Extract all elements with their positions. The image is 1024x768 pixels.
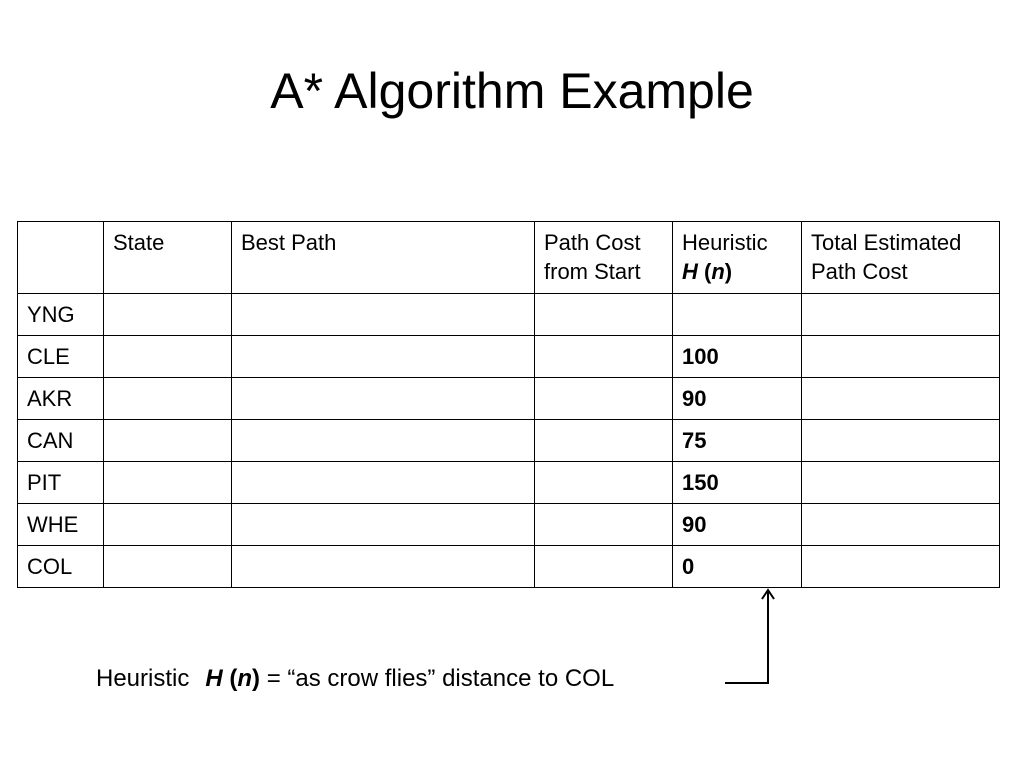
- heuristic-note: [96, 665, 614, 693]
- best-path-cell: [232, 462, 535, 504]
- note-suffix: = “as crow flies” distance to COL: [260, 665, 615, 692]
- best-path-cell: [232, 336, 535, 378]
- header-heuristic-close: ): [724, 259, 733, 284]
- path-cost-cell: [535, 504, 673, 546]
- state-cell: [104, 294, 232, 336]
- header-total-line1: Total Estimated: [811, 230, 962, 255]
- path-cost-cell: [535, 462, 673, 504]
- city-cell: COL: [18, 546, 104, 588]
- total-cost-cell: [802, 420, 1000, 462]
- city-cell: CAN: [18, 420, 104, 462]
- heuristic-cell: 90: [673, 504, 802, 546]
- heuristic-cell: 150: [673, 462, 802, 504]
- table-row: [18, 504, 1000, 546]
- path-cost-cell: [535, 336, 673, 378]
- heuristic-cell: 100: [673, 336, 802, 378]
- best-path-cell: [232, 378, 535, 420]
- header-heuristic-line1: Heuristic: [682, 230, 768, 255]
- city-cell: CLE: [18, 336, 104, 378]
- state-cell: [104, 378, 232, 420]
- best-path-cell: [232, 546, 535, 588]
- best-path-cell: [232, 420, 535, 462]
- total-cost-cell: [802, 462, 1000, 504]
- heuristic-cell: 90: [673, 378, 802, 420]
- note-prefix: Heuristic: [96, 665, 190, 692]
- note-n: n: [237, 665, 253, 692]
- header-heuristic: [673, 222, 802, 294]
- total-cost-cell: [802, 546, 1000, 588]
- total-cost-cell: [802, 504, 1000, 546]
- path-cost-cell: [535, 546, 673, 588]
- header-heuristic-h: H: [682, 259, 698, 284]
- best-path-cell: [232, 504, 535, 546]
- heuristic-cell: 0: [673, 546, 802, 588]
- state-cell: [104, 546, 232, 588]
- header-path-cost-line2: from Start: [544, 259, 641, 284]
- table-row: [18, 378, 1000, 420]
- header-row-label: [18, 222, 104, 294]
- table-header-row: [18, 222, 1000, 294]
- total-cost-cell: [802, 336, 1000, 378]
- header-best-path: Best Path: [232, 222, 535, 294]
- state-cell: [104, 462, 232, 504]
- note-open: (: [222, 665, 238, 692]
- city-cell: WHE: [18, 504, 104, 546]
- city-cell: PIT: [18, 462, 104, 504]
- state-cell: [104, 420, 232, 462]
- up-arrow-connector-icon: [720, 585, 780, 690]
- header-total-cost: [802, 222, 1000, 294]
- heuristic-cell: 75: [673, 420, 802, 462]
- best-path-cell: [232, 294, 535, 336]
- header-heuristic-n: n: [711, 259, 725, 284]
- table-row: [18, 336, 1000, 378]
- total-cost-cell: [802, 378, 1000, 420]
- path-cost-cell: [535, 294, 673, 336]
- slide-title: A* Algorithm Example: [270, 63, 754, 119]
- heuristic-table: [17, 221, 1000, 588]
- city-cell: AKR: [18, 378, 104, 420]
- table-row: [18, 462, 1000, 504]
- heuristic-cell: [673, 294, 802, 336]
- path-cost-cell: [535, 378, 673, 420]
- table-row: [18, 420, 1000, 462]
- header-state: State: [104, 222, 232, 294]
- note-close: ): [252, 665, 261, 692]
- header-path-cost-line1: Path Cost: [544, 230, 641, 255]
- path-cost-cell: [535, 420, 673, 462]
- table-row: [18, 546, 1000, 588]
- city-cell: YNG: [18, 294, 104, 336]
- header-heuristic-open: (: [697, 259, 712, 284]
- table-row: [18, 294, 1000, 336]
- header-path-cost: [535, 222, 673, 294]
- total-cost-cell: [802, 294, 1000, 336]
- note-h: H: [205, 665, 223, 692]
- state-cell: [104, 504, 232, 546]
- state-cell: [104, 336, 232, 378]
- header-total-line2: Path Cost: [811, 259, 908, 284]
